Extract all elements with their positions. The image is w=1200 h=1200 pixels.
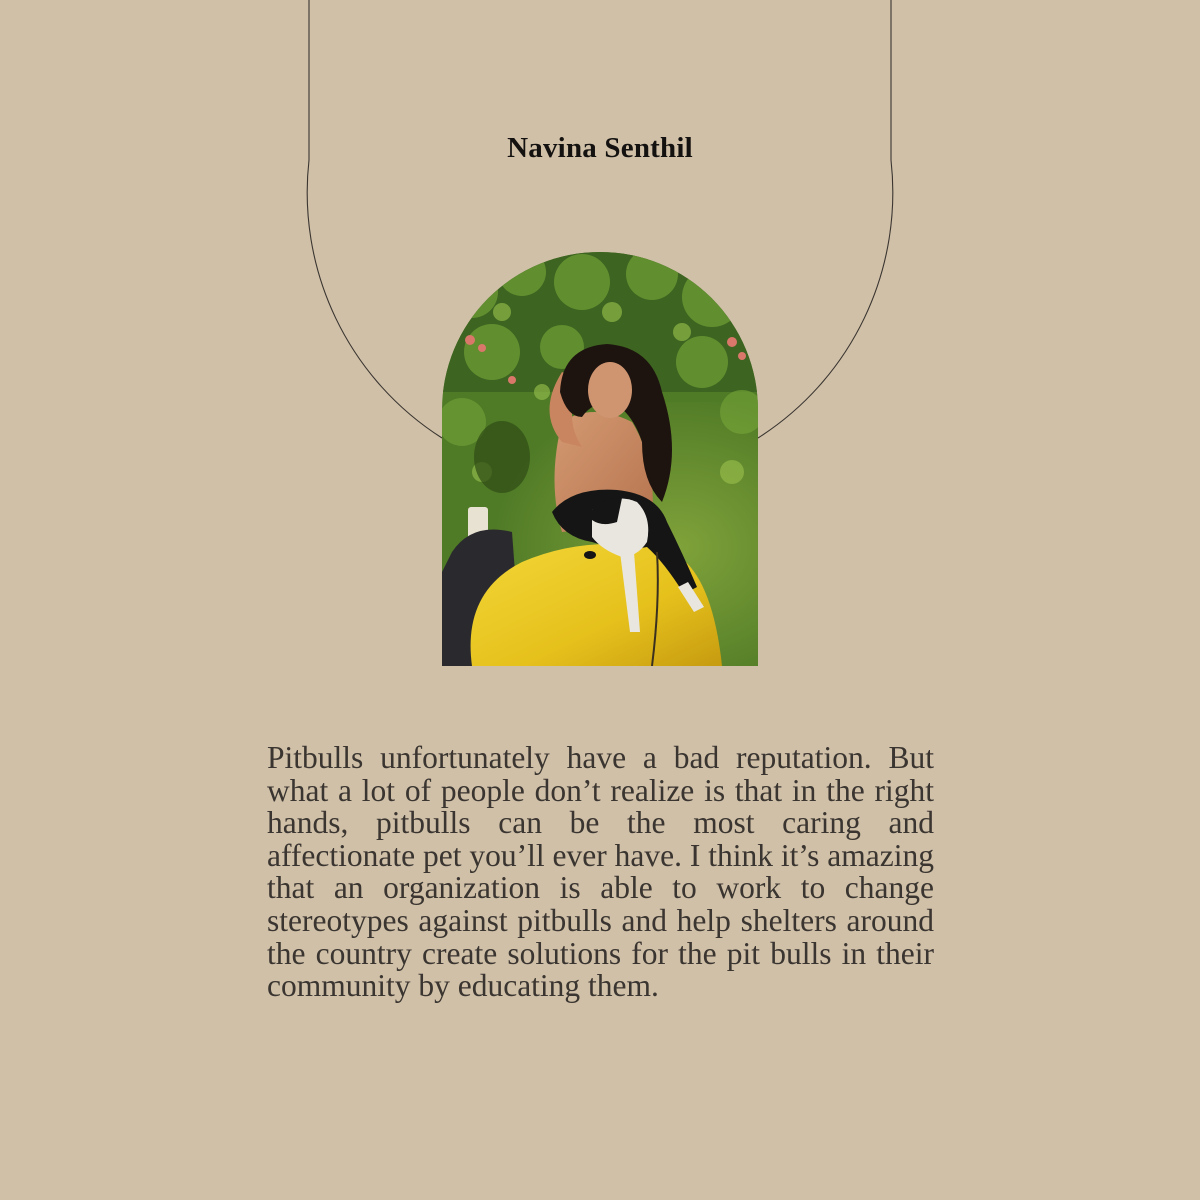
profile-photo xyxy=(442,252,758,666)
testimonial-quote: Pitbulls unfortunately have a bad reputation. But what a lot of people don’t realize is that in the right hands, pitbulls can be the most caring and affectionate pet you’ll ever have. I think it’s amazing that an organization is able to work to change stereotypes against pitbulls and help shelters around the country create solutions for the pit bulls in their community by educating them. xyxy=(267,740,934,1004)
person-name: Navina Senthil xyxy=(507,132,693,164)
